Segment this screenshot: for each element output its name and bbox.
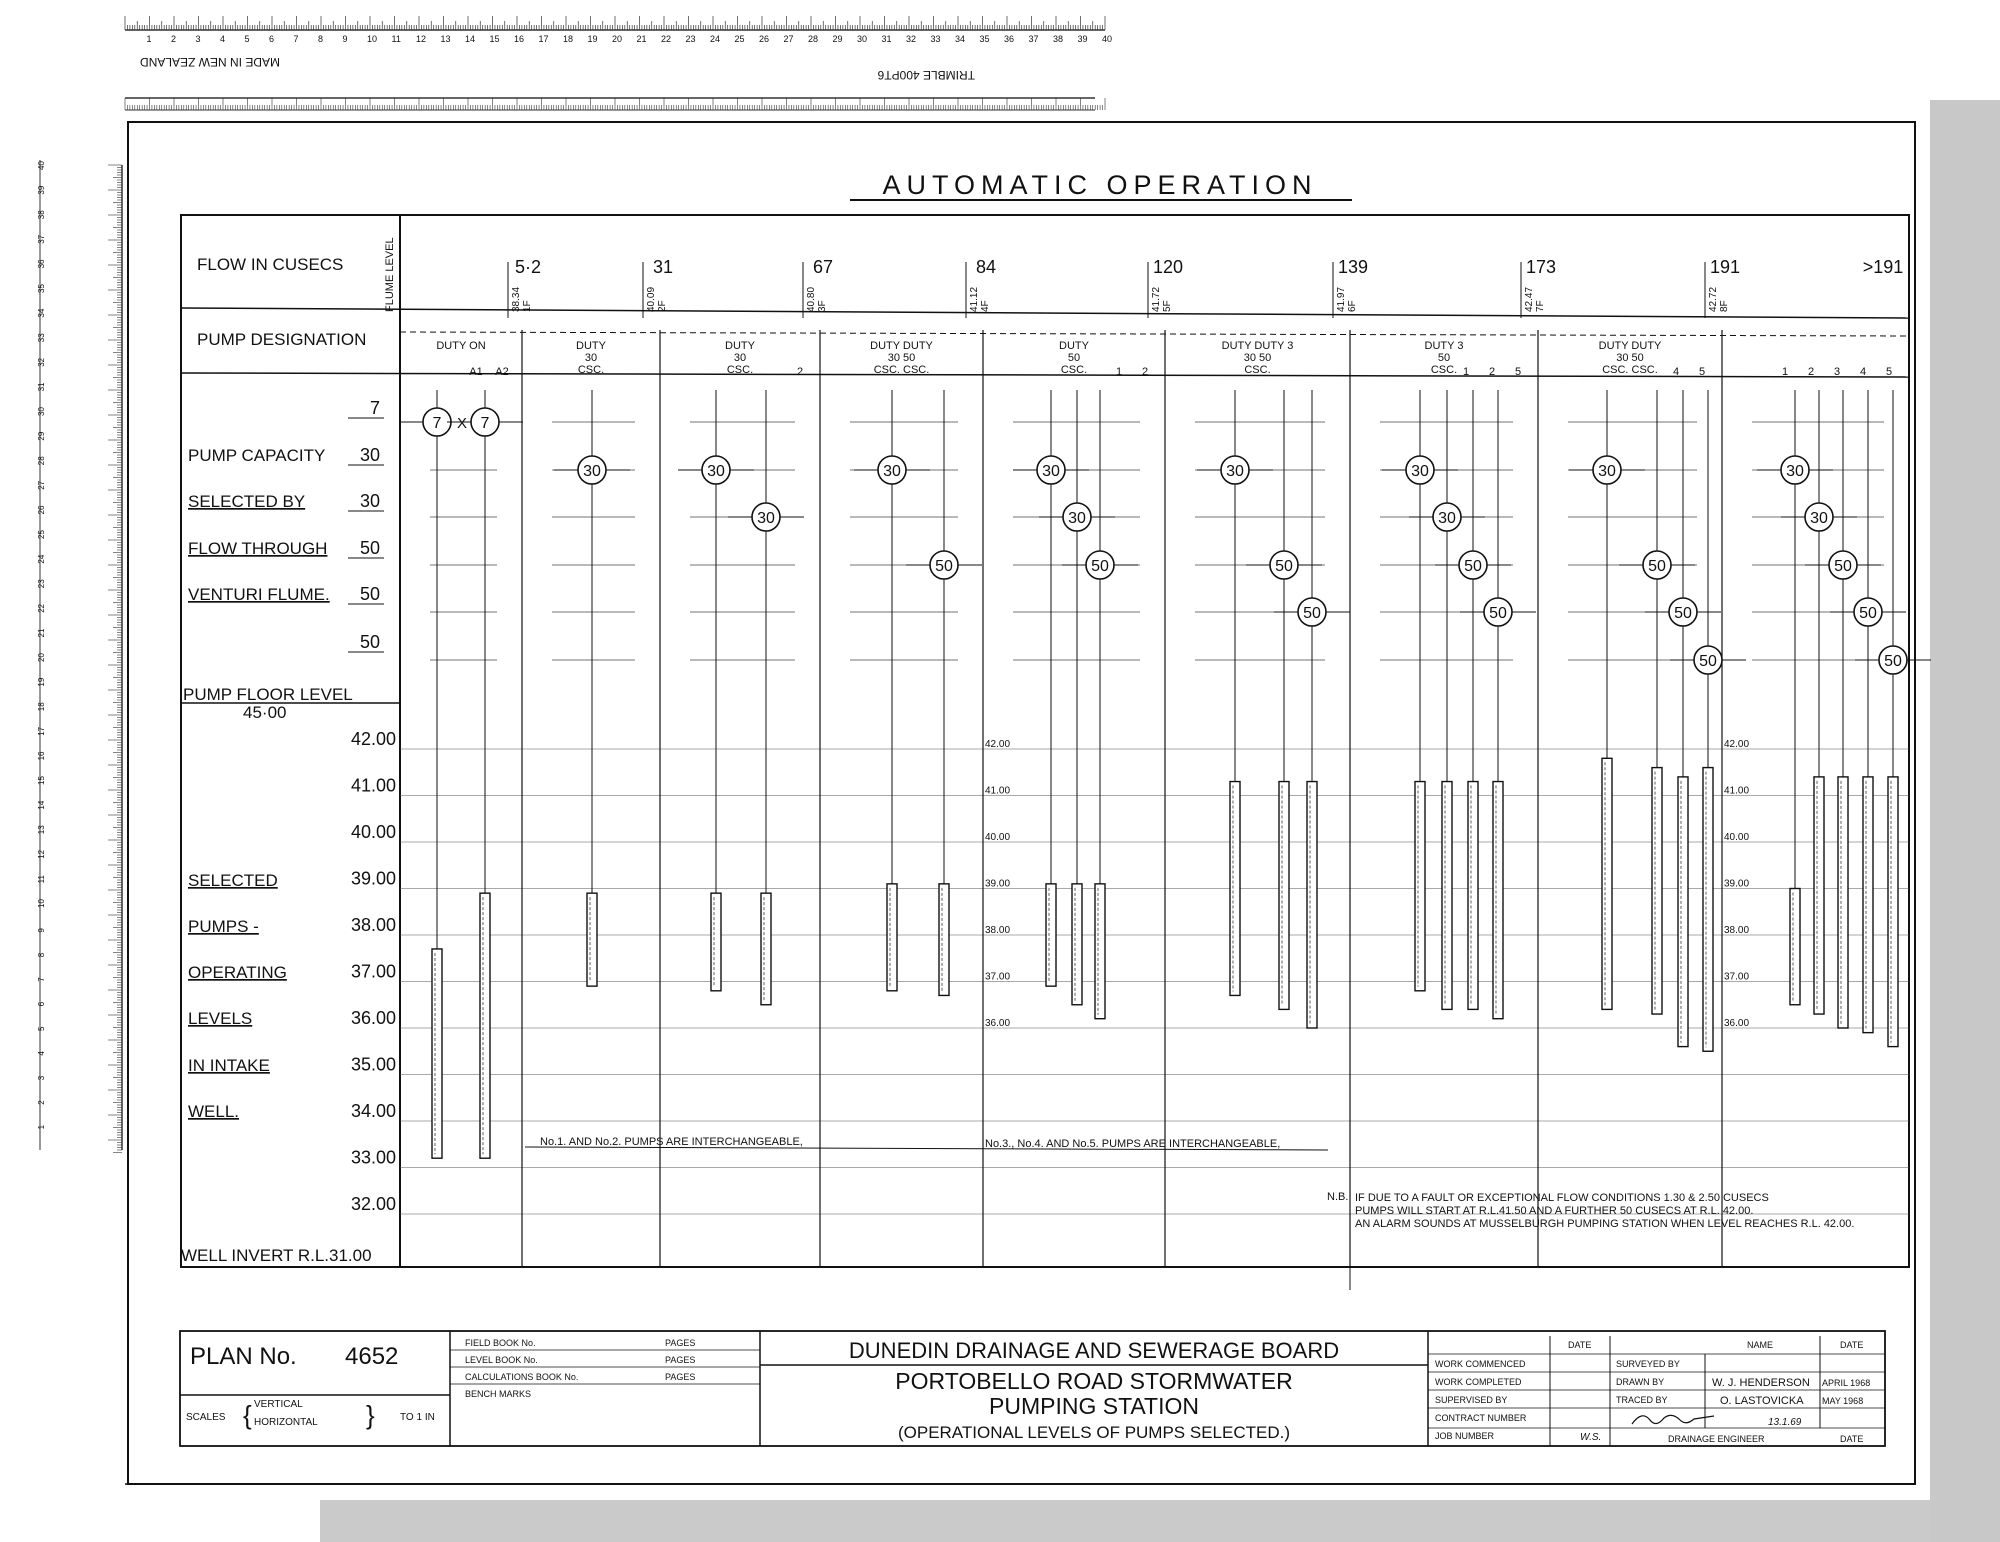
- flow-value: 31: [652, 257, 674, 277]
- pump-operating-bar: [761, 893, 771, 1005]
- mid-level-label: 38.00: [985, 925, 1011, 936]
- designation-line: 30 50: [1243, 352, 1272, 364]
- pump-operating-bar: [1790, 889, 1800, 1005]
- designation-line: CSC.: [1430, 364, 1458, 376]
- board-name: DUNEDIN DRAINAGE AND SEWERAGE BOARD: [848, 1338, 1340, 1363]
- mid-level-label: 42.00: [985, 739, 1011, 750]
- ruler-number: 30: [37, 407, 46, 416]
- levels-caption: WELL.: [188, 1102, 240, 1121]
- pump-operating-bar: [1602, 758, 1612, 1009]
- pump-operating-bar: [1888, 777, 1898, 1047]
- flume-code: 8F: [1719, 300, 1730, 312]
- note-interchangeable-1: No.1. AND No.2. PUMPS ARE INTERCHANGEABLE,: [540, 1136, 803, 1148]
- row-label-flume-level: FLUME LEVEL: [384, 237, 396, 312]
- designation-line: CSC.: [1244, 364, 1271, 376]
- pump-number: 4: [1859, 366, 1867, 378]
- mid-level-label: 39.00: [985, 878, 1011, 890]
- ruler-number: 14: [465, 34, 476, 44]
- drawn-by-date: APRIL 1968: [1822, 1378, 1871, 1388]
- flume-level-value: 40.09: [646, 286, 657, 312]
- pages-label-3: PAGES: [665, 1372, 696, 1382]
- pump-number: 2: [796, 366, 804, 378]
- title-block-row-label: CONTRACT NUMBER: [1435, 1413, 1527, 1423]
- mid-level-label: 36.00: [985, 1018, 1011, 1029]
- pump-capacity-label: 50: [1674, 605, 1692, 622]
- calc-book-label: CALCULATIONS BOOK No.: [465, 1372, 579, 1382]
- pump-operating-bar: [1230, 782, 1240, 996]
- brace-right: }: [366, 1400, 375, 1430]
- note-nb-line: IF DUE TO A FAULT OR EXCEPTIONAL FLOW CONDITIONS 1.30 & 2.50 CUSECS: [1355, 1192, 1769, 1204]
- ruler-number: 33: [930, 34, 941, 44]
- pump-number: 1: [1781, 366, 1789, 378]
- flume-level-value: 42.47: [1524, 286, 1535, 312]
- ruler-number: 23: [37, 579, 46, 589]
- field-book-label: FIELD BOOK No.: [465, 1338, 536, 1348]
- designation-line: CSC.: [577, 364, 605, 376]
- ruler-number: 13: [440, 34, 451, 44]
- circle-x-mark: X: [456, 415, 468, 432]
- ruler-number: 36: [37, 259, 46, 269]
- note-nb-line: PUMPS WILL START AT R.L.41.50 AND A FURTHER 50 CUSECS AT R.L. 42.00.: [1355, 1205, 1754, 1217]
- pump-operating-bar: [1415, 782, 1425, 991]
- ruler-number: 28: [808, 34, 819, 44]
- ruler-number: 19: [37, 677, 46, 687]
- title-block-row-label: SURVEYED BY: [1616, 1359, 1680, 1369]
- ruler-number: 22: [661, 34, 672, 44]
- ruler-number: 26: [37, 505, 46, 515]
- pump-capacity-label: 7: [432, 415, 442, 432]
- title-block-row-label: TRACED BY: [1616, 1395, 1668, 1405]
- mid-level-label: 37.00: [1724, 971, 1750, 983]
- designation-line: CSC.: [726, 364, 754, 376]
- brace-left: {: [243, 1400, 252, 1430]
- ruler-number: 29: [832, 34, 843, 44]
- designation-line: CSC.: [1060, 364, 1088, 376]
- plan-label: PLAN No.: [190, 1343, 297, 1370]
- title-block-row-label: JOB NUMBER: [1435, 1431, 1495, 1441]
- mid-level-label: 41.00: [985, 785, 1011, 797]
- ruler-number: 21: [37, 628, 46, 638]
- title-block-row-label: DRAWN BY: [1616, 1377, 1665, 1387]
- note-interchangeable-2: No.3., No.4. AND No.5. PUMPS ARE INTERCHANGEABLE,: [985, 1138, 1281, 1150]
- pump-operating-bar: [1072, 884, 1082, 1005]
- pump-operating-bar: [1442, 782, 1452, 1010]
- designation-line: DUTY DUTY: [870, 340, 933, 352]
- pump-capacity-label: 30: [1226, 463, 1244, 480]
- ruler-number: 8: [37, 952, 46, 958]
- pump-number: 5: [1514, 366, 1522, 378]
- row-label-pump-floor-value: 45·00: [243, 703, 287, 722]
- ruler-number: 7: [293, 34, 299, 44]
- designation-line: 30: [733, 352, 747, 364]
- flume-code: 4F: [980, 300, 991, 312]
- drawing-title: AUTOMATIC OPERATION: [882, 170, 1318, 200]
- capacity-value: 30: [359, 445, 380, 465]
- pump-capacity-label: 50: [1699, 653, 1717, 670]
- ruler-number: 39: [37, 185, 46, 195]
- capacity-value: 30: [359, 491, 380, 511]
- pump-number: 5: [1885, 366, 1893, 378]
- ruler-number: 11: [37, 875, 46, 884]
- pump-operating-bar: [1703, 768, 1713, 1052]
- designation-line: 50: [1437, 352, 1451, 364]
- scale-vertical: VERTICAL: [254, 1399, 303, 1410]
- ruler-number: 3: [195, 34, 201, 44]
- plan-number: 4652: [345, 1343, 399, 1370]
- ruler-number: 40: [37, 161, 46, 170]
- pump-operating-bar: [1046, 884, 1056, 986]
- mid-level-label: 40.00: [985, 832, 1011, 843]
- mid-level-label: 38.00: [1724, 925, 1750, 936]
- pump-capacity-label: 50: [1275, 558, 1293, 575]
- engineer-date-head: DATE: [1840, 1434, 1864, 1444]
- ruler-number: 9: [342, 34, 348, 44]
- ruler-number: 12: [37, 849, 46, 859]
- flume-code: 5F: [1162, 300, 1173, 312]
- ruler-number: 40: [1102, 34, 1113, 44]
- pump-capacity-label: 50: [1834, 558, 1852, 575]
- traced-by-name: O. LASTOVICKA: [1720, 1395, 1804, 1407]
- flume-level-value: 38.34: [511, 286, 522, 312]
- pump-capacity-label: 30: [1598, 463, 1616, 480]
- flume-code: 6F: [1347, 300, 1358, 312]
- flume-level-value: 42.72: [1708, 286, 1719, 312]
- ruler-number: 10: [37, 899, 46, 908]
- capacity-caption: VENTURI FLUME.: [188, 585, 330, 604]
- level-value: 41.00: [350, 775, 396, 796]
- levels-caption: IN INTAKE: [188, 1056, 270, 1075]
- flume-code: 2F: [657, 300, 668, 312]
- project-line-2: PUMPING STATION: [989, 1393, 1199, 1419]
- job-initials: W.S.: [1580, 1432, 1602, 1443]
- ruler-number: 38: [37, 210, 46, 220]
- ruler-number: 4: [220, 34, 226, 44]
- ruler-number: 15: [37, 776, 46, 785]
- flow-value: 173: [1525, 257, 1557, 277]
- designation-line: 30 50: [887, 352, 916, 364]
- mid-level-label: 39.00: [1724, 878, 1750, 890]
- flow-value: 120: [1152, 257, 1184, 277]
- level-value: 35.00: [350, 1054, 396, 1075]
- ruler-number: 1: [37, 1124, 46, 1130]
- ruler-number: 30: [857, 34, 868, 44]
- ruler-number: 37: [1028, 34, 1039, 44]
- ruler-number: 32: [906, 34, 917, 44]
- project-line-1: PORTOBELLO ROAD STORMWATER: [895, 1368, 1293, 1394]
- title-block-row-label: WORK COMPLETED: [1435, 1377, 1522, 1387]
- drainage-engineer-label: DRAINAGE ENGINEER: [1668, 1434, 1765, 1444]
- ruler-number: 8: [318, 34, 324, 44]
- scale-horizontal: HORIZONTAL: [254, 1417, 318, 1428]
- ruler-number: 20: [37, 653, 46, 662]
- mid-level-label: 37.00: [985, 971, 1011, 983]
- pump-operating-bar: [587, 893, 597, 986]
- level-value: 37.00: [350, 961, 396, 982]
- pump-capacity-label: 50: [1464, 558, 1482, 575]
- pump-capacity-label: 30: [1810, 510, 1828, 527]
- ruler-number: 10: [367, 34, 378, 44]
- ruler-number: 6: [269, 34, 275, 44]
- pump-number: A2: [495, 366, 509, 378]
- ruler-number: 9: [37, 928, 46, 933]
- ruler-number: 31: [37, 382, 46, 392]
- designation-line: 30 50: [1616, 352, 1644, 364]
- flow-value: >191: [1862, 257, 1904, 277]
- ruler-number: 34: [955, 34, 966, 44]
- mid-level-label: 40.00: [1724, 832, 1750, 843]
- pump-operating-bar: [1652, 768, 1662, 1014]
- ruler-number: 19: [587, 34, 598, 44]
- pump-operating-bar: [1307, 782, 1317, 1028]
- level-value: 34.00: [350, 1101, 396, 1121]
- ruler-number: 6: [37, 1001, 46, 1007]
- ruler-number: 31: [881, 34, 892, 44]
- flume-code: 7F: [1535, 300, 1546, 312]
- pump-capacity-label: 7: [480, 415, 490, 432]
- flow-value: 139: [1337, 257, 1369, 277]
- level-value: 39.00: [350, 868, 396, 889]
- ruler-number: 35: [37, 284, 46, 293]
- pump-number: 2: [1807, 366, 1815, 378]
- ruler-number: 2: [171, 34, 177, 44]
- drawn-by-name: W. J. HENDERSON: [1712, 1377, 1810, 1389]
- ruler-number: 7: [37, 977, 46, 982]
- pump-capacity-label: 50: [1648, 558, 1666, 575]
- ruler-number: 33: [37, 333, 46, 343]
- row-label-pump-floor: PUMP FLOOR LEVEL: [183, 685, 353, 704]
- pump-number: A1: [469, 366, 483, 378]
- capacity-value: 50: [359, 584, 380, 604]
- designation-line: DUTY DUTY: [1598, 340, 1662, 352]
- pump-capacity-label: 30: [1042, 463, 1060, 480]
- scan-shadow-bottom: [320, 1500, 1930, 1542]
- pump-capacity-label: 30: [1068, 510, 1086, 527]
- designation-line: DUTY: [1059, 340, 1089, 352]
- ruler-number: 5: [244, 34, 250, 44]
- capacity-caption: FLOW THROUGH: [188, 539, 328, 558]
- ruler-number: 23: [685, 34, 696, 44]
- ruler-number: 29: [37, 431, 46, 441]
- ruler-number: 1: [146, 34, 152, 44]
- ruler-number: 26: [759, 34, 770, 44]
- ruler-number: 18: [37, 702, 46, 712]
- pump-capacity-label: 30: [707, 463, 725, 480]
- pump-number: 2: [1488, 366, 1496, 378]
- ruler-number: 27: [37, 480, 46, 490]
- ruler-code-label: TRIMBLE 400PT6: [877, 68, 975, 82]
- mid-level-label: 36.00: [1724, 1018, 1750, 1029]
- capacity-caption: SELECTED BY: [188, 492, 306, 511]
- ruler-number: 34: [37, 308, 46, 318]
- ruler-number: 12: [416, 34, 427, 44]
- ruler-number: 24: [37, 554, 46, 564]
- ruler-number: 21: [636, 34, 647, 44]
- ruler-number: 4: [37, 1051, 46, 1056]
- ruler-number: 25: [734, 34, 745, 44]
- scales-label: SCALES: [186, 1412, 226, 1423]
- ruler-number: 16: [514, 34, 525, 44]
- designation-line: DUTY DUTY 3: [1221, 340, 1294, 352]
- pump-number: 5: [1698, 366, 1706, 378]
- capacity-caption: PUMP CAPACITY: [188, 446, 326, 465]
- ruler-number: 37: [37, 234, 46, 244]
- pump-capacity-label: 30: [583, 463, 601, 480]
- ruler-number: 27: [783, 34, 794, 44]
- ruler-number: 16: [37, 751, 46, 761]
- pump-operating-bar: [480, 893, 490, 1158]
- capacity-value: 50: [359, 632, 380, 652]
- flume-level-value: 41.97: [1336, 286, 1347, 312]
- pump-operating-bar: [939, 884, 949, 996]
- ruler-number: 38: [1053, 34, 1064, 44]
- traced-by-date: MAY 1968: [1822, 1396, 1864, 1406]
- pages-label-1: PAGES: [665, 1338, 696, 1348]
- pump-operating-bar: [1493, 782, 1503, 1019]
- note-nb-label: N.B.: [1327, 1191, 1349, 1203]
- scale-to-inch: TO 1 IN: [400, 1412, 435, 1423]
- pump-operating-bar: [887, 884, 897, 991]
- row-label-pump-designation: PUMP DESIGNATION: [197, 330, 367, 349]
- ruler-number: 2: [37, 1100, 46, 1105]
- sign-date: 13.1.69: [1768, 1417, 1802, 1428]
- ruler-number: 39: [1077, 34, 1088, 44]
- pump-capacity-label: 30: [1786, 463, 1804, 480]
- pump-operating-bar: [1678, 777, 1688, 1047]
- pages-label-2: PAGES: [665, 1355, 696, 1365]
- designation-line: DUTY: [576, 340, 606, 352]
- row-label-flow: FLOW IN CUSECS: [197, 255, 344, 274]
- pump-number: 3: [1833, 366, 1841, 378]
- pump-number: 2: [1141, 366, 1149, 378]
- note-nb-line: AN ALARM SOUNDS AT MUSSELBURGH PUMPING STATION WHEN LEVEL REACHES R.L. 42.00.: [1355, 1218, 1855, 1230]
- pump-capacity-label: 30: [757, 510, 775, 527]
- designation-line: DUTY ON: [436, 340, 486, 352]
- capacity-value: 50: [359, 538, 380, 558]
- flow-value: 191: [1709, 257, 1741, 277]
- pump-operating-bar: [1838, 777, 1848, 1028]
- ruler-number: 24: [710, 34, 721, 44]
- level-value: 42.00: [350, 729, 396, 749]
- flow-value: 67: [812, 257, 834, 277]
- designation-line: 30: [584, 352, 598, 364]
- designation-line: DUTY 3: [1424, 340, 1464, 352]
- ruler-number: 17: [538, 34, 549, 44]
- title-block-row-label: SUPERVISED BY: [1435, 1395, 1508, 1405]
- bench-marks-label: BENCH MARKS: [465, 1389, 532, 1399]
- levels-caption: OPERATING: [188, 963, 287, 982]
- ruler-number: 13: [37, 825, 46, 835]
- flume-level-value: 41.12: [969, 286, 980, 312]
- pump-number: 1: [1115, 366, 1123, 378]
- pump-operating-bar: [711, 893, 721, 991]
- mid-level-label: 41.00: [1724, 785, 1750, 797]
- pump-capacity-label: 50: [1303, 605, 1321, 622]
- ruler-number: 32: [37, 357, 46, 367]
- level-book-label: LEVEL BOOK No.: [465, 1355, 538, 1365]
- ruler-number: 35: [979, 34, 990, 44]
- level-value: 36.00: [350, 1008, 396, 1028]
- level-value: 38.00: [350, 915, 396, 935]
- pump-capacity-label: 50: [935, 558, 953, 575]
- pump-number: 1: [1462, 366, 1470, 378]
- level-value: 33.00: [350, 1147, 396, 1168]
- pump-capacity-label: 50: [1489, 605, 1507, 622]
- ruler-number: 22: [37, 603, 46, 613]
- ruler-number: 14: [37, 800, 46, 810]
- name-head: NAME: [1747, 1340, 1774, 1350]
- pump-operating-bar: [1279, 782, 1289, 1010]
- project-line-3: (OPERATIONAL LEVELS OF PUMPS SELECTED.): [897, 1423, 1291, 1442]
- levels-caption: LEVELS: [188, 1009, 253, 1028]
- ruler-number: 15: [489, 34, 500, 44]
- pump-capacity-label: 50: [1859, 605, 1877, 622]
- pump-capacity-label: 30: [1411, 463, 1429, 480]
- designation-line: CSC. CSC.: [1602, 364, 1658, 376]
- levels-caption: PUMPS -: [188, 917, 259, 936]
- ruler-number: 18: [563, 34, 574, 44]
- flume-code: 1F: [522, 300, 533, 312]
- ruler-number: 3: [37, 1075, 46, 1081]
- flume-level-value: 40.80: [806, 286, 817, 312]
- ruler-number: 5: [37, 1026, 46, 1031]
- designation-line: 50: [1067, 352, 1081, 364]
- ruler-number: 28: [37, 456, 46, 466]
- pump-number: 4: [1672, 366, 1680, 378]
- pump-operating-bar: [1468, 782, 1478, 1010]
- date-head: DATE: [1568, 1340, 1592, 1350]
- designation-line: CSC. CSC.: [873, 364, 930, 376]
- ruler-number: 11: [391, 34, 401, 44]
- scan-shadow-right: [1930, 100, 2000, 1542]
- designation-line: DUTY: [725, 340, 755, 352]
- ruler-number: 36: [1004, 34, 1015, 44]
- pump-operating-bar: [1863, 777, 1873, 1033]
- flume-level-value: 41.72: [1151, 286, 1162, 312]
- ruler-number: 17: [37, 726, 46, 736]
- title-block-row-label: WORK COMMENCED: [1435, 1359, 1526, 1369]
- pump-operating-bar: [1095, 884, 1105, 1019]
- pump-capacity-label: 50: [1091, 558, 1109, 575]
- row-label-well-invert: WELL INVERT R.L.31.00: [181, 1246, 372, 1265]
- pump-capacity-label: 30: [883, 463, 901, 480]
- flume-code: 3F: [817, 300, 828, 312]
- ruler-number: 20: [612, 34, 623, 44]
- level-value: 40.00: [350, 822, 396, 842]
- pump-operating-bar: [432, 949, 442, 1158]
- date-head-2: DATE: [1840, 1340, 1864, 1350]
- ruler-maker-label: MADE IN NEW ZEALAND: [139, 55, 280, 69]
- pump-capacity-label: 30: [1438, 510, 1456, 527]
- ruler-number: 25: [37, 530, 46, 539]
- pump-capacity-label: 50: [1884, 653, 1902, 670]
- mid-level-label: 42.00: [1724, 739, 1750, 750]
- pump-operating-bar: [1814, 777, 1824, 1014]
- levels-caption: SELECTED: [188, 871, 278, 890]
- flow-value: 5·2: [514, 257, 542, 277]
- level-value: 32.00: [350, 1194, 396, 1214]
- capacity-value: 7: [369, 398, 380, 418]
- flow-value: 84: [975, 257, 997, 277]
